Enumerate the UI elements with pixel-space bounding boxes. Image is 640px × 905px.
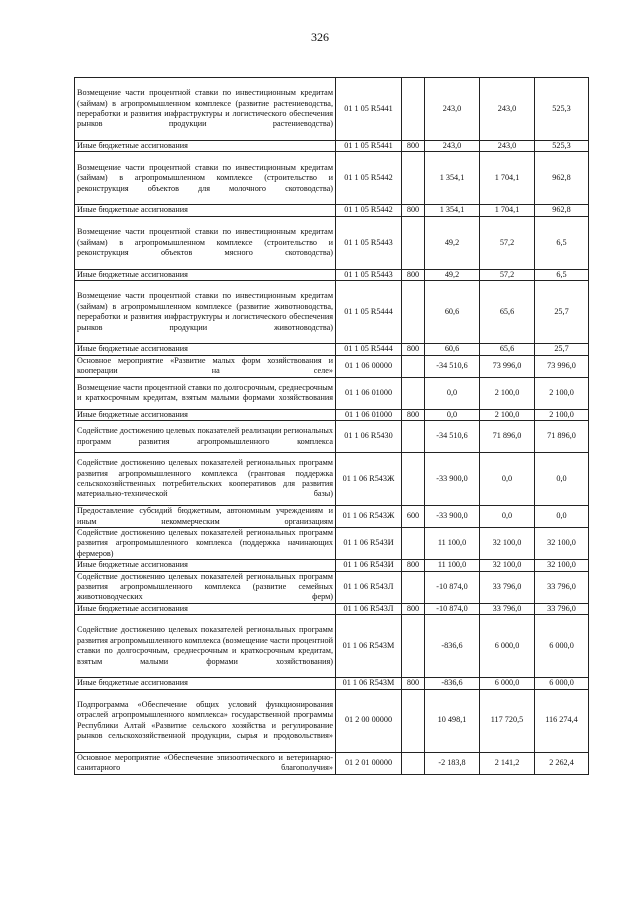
row-value-3: 25,7 bbox=[535, 344, 589, 355]
row-value-2: 2 141,2 bbox=[480, 752, 535, 774]
row-value-1: -33 900,0 bbox=[425, 506, 480, 528]
row-expense-type bbox=[402, 752, 425, 774]
row-code: 01 1 05 R5443 bbox=[336, 269, 402, 280]
row-expense-type: 800 bbox=[402, 678, 425, 689]
table-row bbox=[75, 678, 589, 689]
row-code: 01 1 06 R543М bbox=[336, 615, 402, 678]
row-name: Иные бюджетные ассигнования bbox=[75, 141, 336, 152]
row-name: Иные бюджетные ассигнования bbox=[75, 603, 336, 614]
row-value-2: 65,6 bbox=[480, 344, 535, 355]
row-value-2: 243,0 bbox=[480, 78, 535, 141]
table-row bbox=[75, 281, 589, 344]
row-value-1: 11 100,0 bbox=[425, 528, 480, 560]
table-row bbox=[75, 506, 589, 528]
row-code: 01 2 01 00000 bbox=[336, 752, 402, 774]
table-row bbox=[75, 409, 589, 420]
table-row bbox=[75, 141, 589, 152]
table-row bbox=[75, 78, 589, 141]
row-value-2: 2 100,0 bbox=[480, 377, 535, 409]
row-value-2: 243,0 bbox=[480, 141, 535, 152]
row-value-3: 525,3 bbox=[535, 141, 589, 152]
row-name: Иные бюджетные ассигнования bbox=[75, 344, 336, 355]
row-name: Подпрограмма «Обеспечение общих условий функционирования отраслей агропромышленного комплекса» государственной программы Республики Алтай «Развитие сельского хозяйства и регулирование рынков сельскохозяйственной продукции, сырья и продовольствия» bbox=[75, 689, 336, 752]
row-value-3: 32 100,0 bbox=[535, 528, 589, 560]
row-expense-type bbox=[402, 689, 425, 752]
table-row bbox=[75, 216, 589, 269]
row-name: Возмещение части процентной ставки по инвестиционным кредитам (займам) в агропромышленном комплексе (развитие растениеводства, переработки и развития инфраструктуры и логистического обеспечения рынков продукции растениеводства) bbox=[75, 78, 336, 141]
row-name: Содействие достижению целевых показателей региональных программ развития агропромышленного комплекса (возмещение части процентной ставки по долгосрочным, среднесрочным и краткосрочным кредитам, взятым малыми формами хозяйствования) bbox=[75, 615, 336, 678]
row-value-2: 32 100,0 bbox=[480, 560, 535, 571]
row-value-2: 0,0 bbox=[480, 453, 535, 506]
row-value-2: 65,6 bbox=[480, 281, 535, 344]
row-value-2: 6 000,0 bbox=[480, 678, 535, 689]
row-code: 01 1 06 R5430 bbox=[336, 421, 402, 453]
row-value-1: 49,2 bbox=[425, 216, 480, 269]
row-code: 01 1 06 R543Л bbox=[336, 571, 402, 603]
row-name: Иные бюджетные ассигнования bbox=[75, 560, 336, 571]
row-value-1: -10 874,0 bbox=[425, 603, 480, 614]
table-row bbox=[75, 421, 589, 453]
row-value-3: 0,0 bbox=[535, 453, 589, 506]
row-value-3: 6,5 bbox=[535, 269, 589, 280]
row-value-2: 2 100,0 bbox=[480, 409, 535, 420]
row-value-1: 0,0 bbox=[425, 409, 480, 420]
row-value-3: 6,5 bbox=[535, 216, 589, 269]
table-row bbox=[75, 603, 589, 614]
row-name: Возмещение части процентной ставки по долгосрочным, среднесрочным и краткосрочным кредитам, взятым малыми формами хозяйствования bbox=[75, 377, 336, 409]
row-name: Возмещение части процентной ставки по инвестиционным кредитам (займам) в агропромышленном комплексе (развитие животноводства, переработки и развития инфраструктуры и логистического обеспечения рынков продукции животноводства) bbox=[75, 281, 336, 344]
table-row bbox=[75, 571, 589, 603]
row-value-2: 57,2 bbox=[480, 269, 535, 280]
row-name: Возмещение части процентной ставки по инвестиционным кредитам (займам) в агропромышленном комплексе (строительство и реконструкция объектов мясного скотоводства) bbox=[75, 216, 336, 269]
row-code: 01 1 05 R5442 bbox=[336, 205, 402, 216]
table-row bbox=[75, 560, 589, 571]
row-name: Иные бюджетные ассигнования bbox=[75, 205, 336, 216]
row-name: Содействие достижению целевых показателей реализации региональных программ развития агропромышленного комплекса bbox=[75, 421, 336, 453]
row-value-2: 71 896,0 bbox=[480, 421, 535, 453]
row-expense-type: 800 bbox=[402, 603, 425, 614]
row-name: Предоставление субсидий бюджетным, автономным учреждениям и иным некоммерческим организациям bbox=[75, 506, 336, 528]
row-code: 01 1 06 01000 bbox=[336, 377, 402, 409]
row-name: Содействие достижению целевых показателей региональных программ развития агропромышленного комплекса (развитие семейных животноводческих ферм) bbox=[75, 571, 336, 603]
budget-table bbox=[74, 77, 589, 775]
row-code: 01 1 05 R5444 bbox=[336, 281, 402, 344]
row-code: 01 1 05 R5443 bbox=[336, 216, 402, 269]
row-value-3: 0,0 bbox=[535, 506, 589, 528]
row-value-1: 10 498,1 bbox=[425, 689, 480, 752]
table-row bbox=[75, 152, 589, 205]
row-value-1: 1 354,1 bbox=[425, 152, 480, 205]
row-name: Возмещение части процентной ставки по инвестиционным кредитам (займам) в агропромышленном комплексе (строительство и реконструкция объектов для молочного скотоводства) bbox=[75, 152, 336, 205]
row-expense-type bbox=[402, 453, 425, 506]
row-value-3: 25,7 bbox=[535, 281, 589, 344]
row-value-3: 2 262,4 bbox=[535, 752, 589, 774]
row-expense-type bbox=[402, 528, 425, 560]
row-value-3: 962,8 bbox=[535, 152, 589, 205]
row-code: 01 1 06 R543И bbox=[336, 560, 402, 571]
table-row bbox=[75, 344, 589, 355]
table-row bbox=[75, 377, 589, 409]
row-value-2: 73 996,0 bbox=[480, 355, 535, 377]
row-expense-type: 600 bbox=[402, 506, 425, 528]
row-value-1: 11 100,0 bbox=[425, 560, 480, 571]
row-expense-type bbox=[402, 281, 425, 344]
table-row bbox=[75, 269, 589, 280]
row-value-3: 2 100,0 bbox=[535, 409, 589, 420]
row-value-1: 60,6 bbox=[425, 344, 480, 355]
row-value-3: 6 000,0 bbox=[535, 678, 589, 689]
row-value-1: 0,0 bbox=[425, 377, 480, 409]
row-expense-type: 800 bbox=[402, 409, 425, 420]
row-expense-type bbox=[402, 355, 425, 377]
row-expense-type: 800 bbox=[402, 269, 425, 280]
row-expense-type: 800 bbox=[402, 344, 425, 355]
row-value-1: 243,0 bbox=[425, 141, 480, 152]
row-name: Иные бюджетные ассигнования bbox=[75, 409, 336, 420]
page-number: 326 bbox=[311, 30, 329, 44]
row-expense-type bbox=[402, 421, 425, 453]
row-value-1: 1 354,1 bbox=[425, 205, 480, 216]
row-value-3: 6 000,0 bbox=[535, 615, 589, 678]
row-expense-type bbox=[402, 571, 425, 603]
row-value-2: 57,2 bbox=[480, 216, 535, 269]
row-name: Иные бюджетные ассигнования bbox=[75, 269, 336, 280]
row-expense-type bbox=[402, 377, 425, 409]
row-value-3: 32 100,0 bbox=[535, 560, 589, 571]
row-value-1: -33 900,0 bbox=[425, 453, 480, 506]
row-expense-type bbox=[402, 615, 425, 678]
table-row bbox=[75, 205, 589, 216]
row-value-2: 117 720,5 bbox=[480, 689, 535, 752]
row-code: 01 1 06 R543М bbox=[336, 678, 402, 689]
row-code: 01 2 00 00000 bbox=[336, 689, 402, 752]
row-value-1: -2 183,8 bbox=[425, 752, 480, 774]
row-value-1: -34 510,6 bbox=[425, 421, 480, 453]
row-value-2: 32 100,0 bbox=[480, 528, 535, 560]
row-value-3: 2 100,0 bbox=[535, 377, 589, 409]
row-value-3: 71 896,0 bbox=[535, 421, 589, 453]
row-expense-type bbox=[402, 152, 425, 205]
row-name: Иные бюджетные ассигнования bbox=[75, 678, 336, 689]
row-code: 01 1 06 R543Ж bbox=[336, 506, 402, 528]
row-value-1: -34 510,6 bbox=[425, 355, 480, 377]
row-value-2: 1 704,1 bbox=[480, 152, 535, 205]
row-value-3: 33 796,0 bbox=[535, 603, 589, 614]
row-value-3: 73 996,0 bbox=[535, 355, 589, 377]
row-value-1: 60,6 bbox=[425, 281, 480, 344]
row-name: Содействие достижению целевых показателей региональных программ развития агропромышленного комплекса (грантовая поддержка сельскохозяйственных потребительских кооперативов для развития материально-технической базы) bbox=[75, 453, 336, 506]
row-code: 01 1 06 R543И bbox=[336, 528, 402, 560]
row-name: Содействие достижению целевых показателей региональных программ развития агропромышленного комплекса (поддержка начинающих фермеров) bbox=[75, 528, 336, 560]
row-expense-type bbox=[402, 78, 425, 141]
row-value-1: -10 874,0 bbox=[425, 571, 480, 603]
table-row bbox=[75, 752, 589, 774]
row-value-2: 33 796,0 bbox=[480, 603, 535, 614]
row-value-2: 0,0 bbox=[480, 506, 535, 528]
row-expense-type: 800 bbox=[402, 560, 425, 571]
row-value-2: 33 796,0 bbox=[480, 571, 535, 603]
row-value-1: 49,2 bbox=[425, 269, 480, 280]
row-code: 01 1 06 R543Ж bbox=[336, 453, 402, 506]
table-row bbox=[75, 689, 589, 752]
row-value-3: 116 274,4 bbox=[535, 689, 589, 752]
table-row bbox=[75, 528, 589, 560]
row-code: 01 1 06 01000 bbox=[336, 409, 402, 420]
table-row bbox=[75, 615, 589, 678]
row-name: Основное мероприятие «Развитие малых форм хозяйствования и кооперации на селе» bbox=[75, 355, 336, 377]
row-value-3: 962,8 bbox=[535, 205, 589, 216]
row-value-3: 525,3 bbox=[535, 78, 589, 141]
row-value-3: 33 796,0 bbox=[535, 571, 589, 603]
row-name: Основное мероприятие «Обеспечение эпизоотического и ветеринарно-санитарного благополучия» bbox=[75, 752, 336, 774]
row-value-1: -836,6 bbox=[425, 678, 480, 689]
row-code: 01 1 05 R5442 bbox=[336, 152, 402, 205]
row-code: 01 1 05 R5444 bbox=[336, 344, 402, 355]
table-row bbox=[75, 355, 589, 377]
row-code: 01 1 05 R5441 bbox=[336, 141, 402, 152]
row-code: 01 1 06 00000 bbox=[336, 355, 402, 377]
row-code: 01 1 06 R543Л bbox=[336, 603, 402, 614]
row-value-1: 243,0 bbox=[425, 78, 480, 141]
row-value-1: -836,6 bbox=[425, 615, 480, 678]
row-value-2: 1 704,1 bbox=[480, 205, 535, 216]
table-row bbox=[75, 453, 589, 506]
row-expense-type: 800 bbox=[402, 205, 425, 216]
row-value-2: 6 000,0 bbox=[480, 615, 535, 678]
budget-table-body bbox=[75, 78, 589, 775]
row-expense-type bbox=[402, 216, 425, 269]
row-expense-type: 800 bbox=[402, 141, 425, 152]
row-code: 01 1 05 R5441 bbox=[336, 78, 402, 141]
